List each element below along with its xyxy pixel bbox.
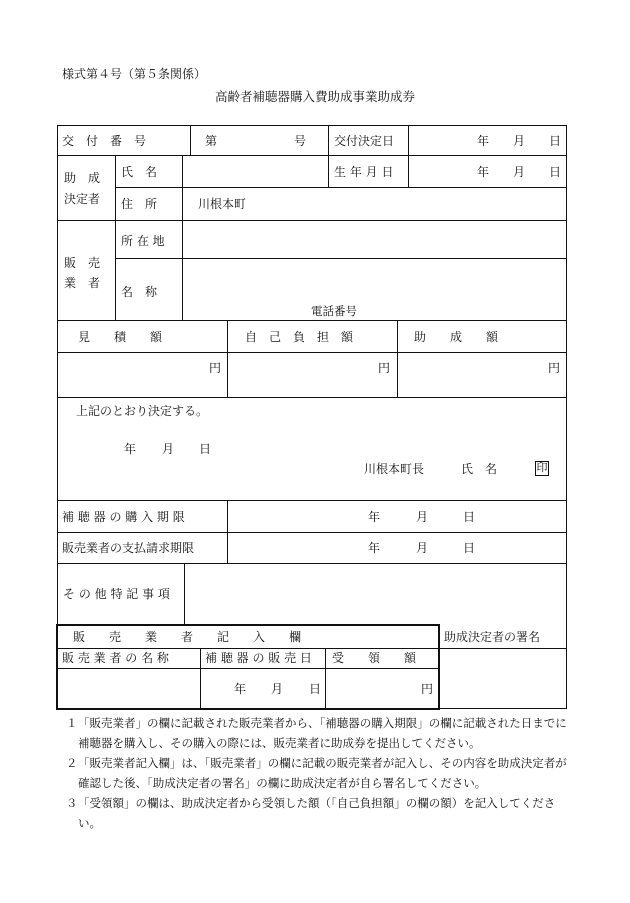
billing-day: 日 [463, 541, 476, 555]
vendor-group-label-2: 業 者 [64, 276, 101, 290]
vendor-name-col-label: 販 売 業 者 の 名 称 [62, 651, 169, 665]
billing-month: 月 [416, 541, 429, 555]
note-2 [58, 753, 570, 793]
vendor-name-label: 名 称 [121, 285, 158, 299]
note-1 [58, 713, 570, 753]
form-id: 様式第４号（第５条関係） [62, 67, 207, 81]
self-pay-label: 自 己 負 担 額 [245, 330, 354, 344]
note-3 [58, 793, 570, 833]
self-pay-yen: 円 [378, 361, 391, 375]
purchase-year: 年 [368, 510, 381, 524]
note-1-text: 「販売業者」の欄に記載された販売業者から、「補聴器の購入期限」の欄に記載された日までに補聴器を購入し、その購入の際には、販売業者に助成券を提出してください。 [78, 716, 567, 750]
subsidy-yen: 円 [548, 361, 561, 375]
note-3-number: ３ [66, 796, 78, 810]
issue-date-month: 月 [513, 134, 526, 148]
page-title: 高齢者補聴器購入費助成事業助成券 [214, 89, 415, 104]
sale-month: 月 [271, 682, 284, 696]
issue-number-go: 号 [294, 134, 307, 148]
received-amount-col-label: 受 領 額 [332, 651, 417, 665]
note-3-text: 「受領額」の欄は、助成決定者から受領した額（「自己負担額」の欄の額）を記入してください。 [78, 796, 556, 830]
vendor-entry-header: 販 売 業 者 記 入 欄 [73, 630, 302, 644]
note-2-text: 「販売業者記入欄」は、「販売業者」の欄に記載の販売業者が記入し、その内容を助成決定者が確認した後、「助成決定者の署名」の欄に助成決定者が自ら署名してください。 [78, 756, 567, 790]
estimate-label: 見 積 額 [78, 330, 163, 344]
applicant-address-value: 川根本町 [198, 197, 247, 211]
decision-year: 年 [124, 442, 137, 456]
mayor-label: 川根本町長 [364, 462, 425, 476]
billing-year: 年 [368, 541, 381, 555]
sale-day: 日 [309, 682, 322, 696]
issue-decision-date-label: 交付決定日 [334, 134, 395, 148]
decision-month: 月 [162, 442, 175, 456]
sale-date-col-label: 補 聴 器 の 販 売 日 [205, 651, 312, 665]
issue-number-dai: 第 [205, 134, 218, 148]
decision-statement: 上記のとおり決定する。 [76, 404, 209, 418]
applicant-address-label: 住 所 [121, 197, 158, 211]
birth-year: 年 [477, 165, 490, 179]
note-1-number: １ [66, 716, 78, 730]
vendor-location-label: 所 在 地 [121, 234, 165, 248]
purchase-day: 日 [463, 510, 476, 524]
decision-day: 日 [199, 442, 212, 456]
birth-month: 月 [513, 165, 526, 179]
issue-date-day: 日 [549, 134, 562, 148]
mayor-name-label: 氏 名 [461, 462, 498, 476]
billing-deadline-label: 販売業者の支払請求期限 [62, 541, 195, 555]
applicant-group-label-1: 助 成 [64, 171, 101, 185]
purchase-deadline-label: 補 聴 器 の 購 入 期 限 [62, 510, 185, 524]
applicant-name-label: 氏 名 [121, 165, 158, 179]
signature-header: 助成決定者の署名 [444, 630, 541, 644]
issue-date-year: 年 [477, 134, 490, 148]
birth-day: 日 [549, 165, 562, 179]
received-yen: 円 [421, 682, 434, 696]
purchase-month: 月 [416, 510, 429, 524]
vendor-group-label-1: 販 売 [64, 256, 101, 270]
note-2-number: ２ [66, 756, 78, 770]
estimate-yen: 円 [209, 361, 222, 375]
vendor-phone-label: 電話番号 [311, 304, 357, 318]
seal-mark: 印 [536, 461, 548, 474]
other-remarks-label: そ の 他 特 記 事 項 [63, 587, 170, 601]
applicant-birth-label: 生 年 月 日 [334, 165, 394, 179]
subsidy-label: 助 成 額 [414, 330, 499, 344]
issue-number-label: 交 付 番 号 [62, 134, 147, 148]
sale-year: 年 [234, 682, 247, 696]
applicant-group-label-2: 決定者 [64, 192, 101, 206]
